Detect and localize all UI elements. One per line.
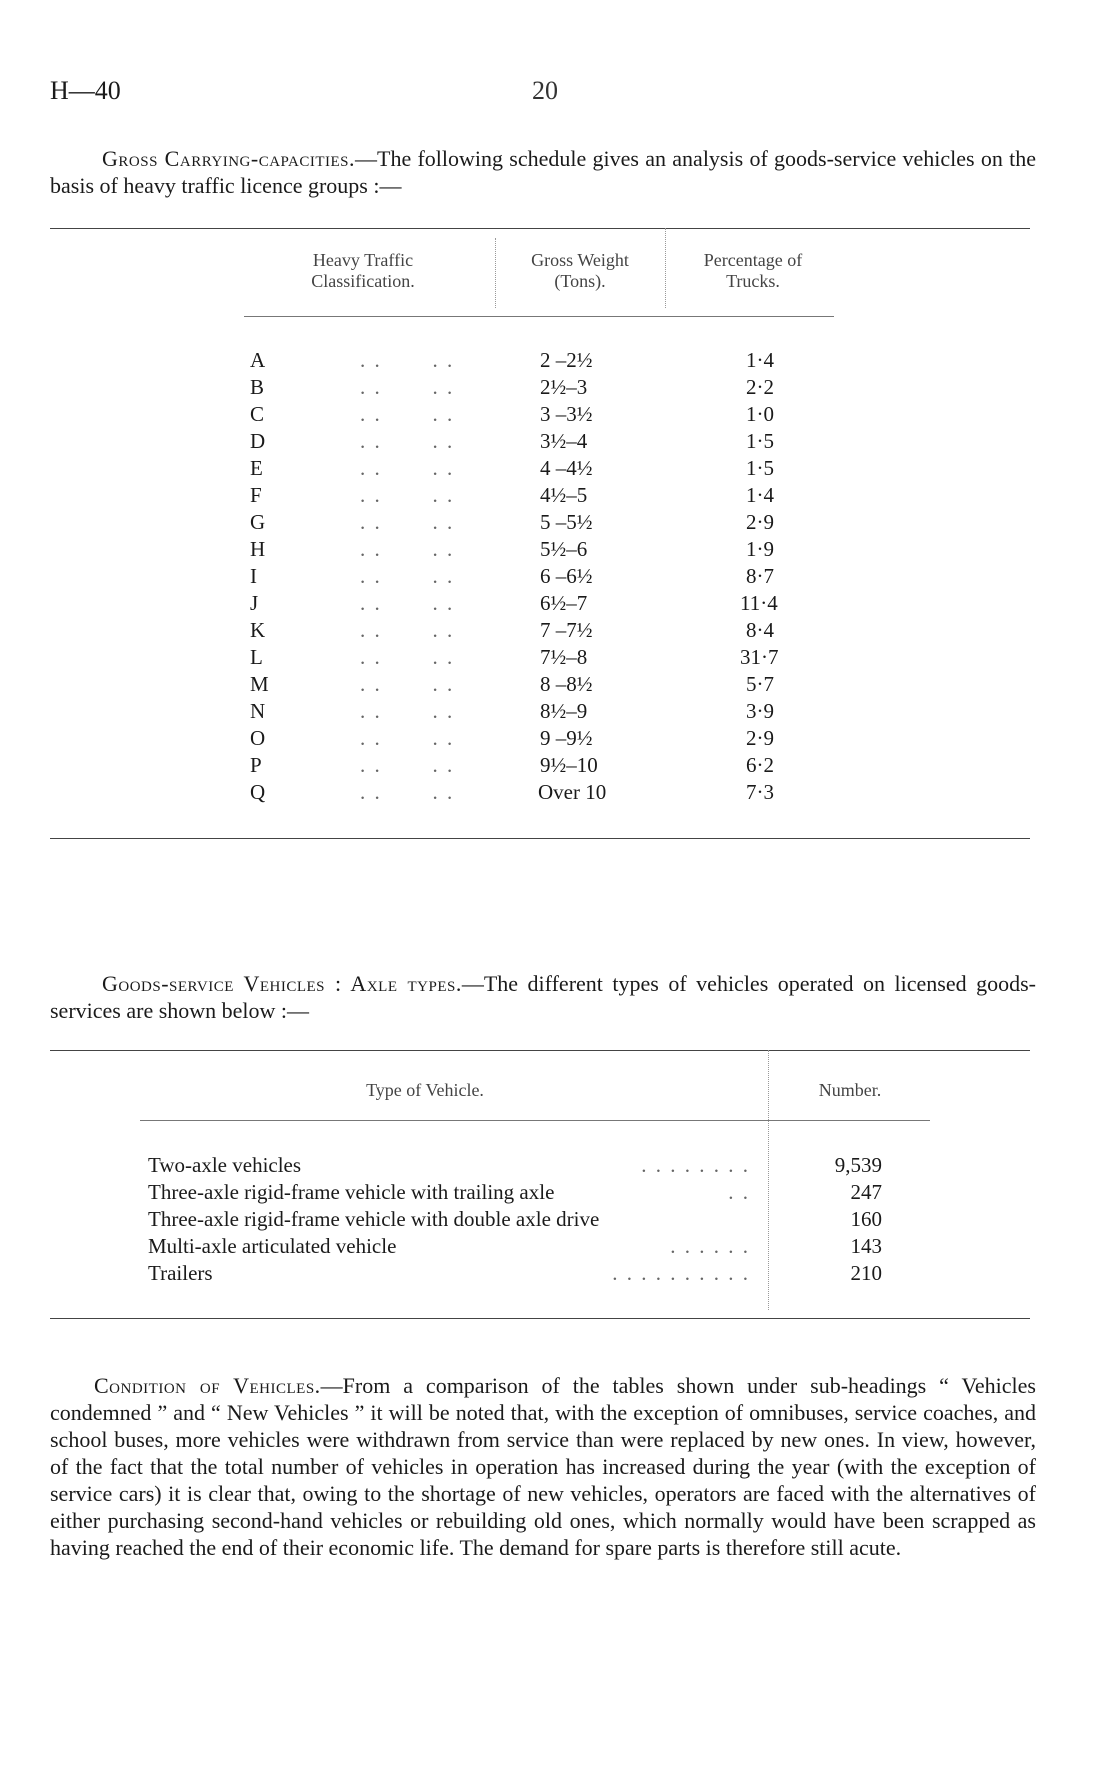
table-row xyxy=(0,455,1114,482)
table-row xyxy=(0,347,1114,374)
number-cell: 160 xyxy=(850,1207,882,1231)
weight-cell: 8 –8½ xyxy=(540,672,593,696)
page-number: 20 xyxy=(532,76,558,105)
vehicle-type-cell: Trailers xyxy=(148,1261,213,1285)
percentage-cell: 5·7 xyxy=(746,672,774,696)
leader-dots: . . . . xyxy=(360,618,455,642)
leader-dots: . . . . xyxy=(360,645,455,669)
table2-header-type: Type of Vehicle. xyxy=(366,1080,484,1100)
weight-cell: 6 –6½ xyxy=(540,564,593,588)
weight-cell: 9 –9½ xyxy=(540,726,593,750)
table2-header-rule xyxy=(140,1120,930,1121)
classification-cell: L xyxy=(250,645,263,669)
leader-dots: . . . . xyxy=(360,402,455,426)
classification-cell: G xyxy=(250,510,266,534)
table1-header-weight: Gross Weight (Tons). xyxy=(531,250,629,291)
leader-dots: . . . . . . xyxy=(670,1234,750,1258)
leader-dots: . . . . xyxy=(360,591,455,615)
table-row xyxy=(0,698,1114,725)
leader-dots: . . . . xyxy=(360,699,455,723)
leader-dots: . . . . xyxy=(360,726,455,750)
number-cell: 143 xyxy=(850,1234,882,1258)
leader-dots: . . . . xyxy=(360,375,455,399)
weight-cell: 7½–8 xyxy=(540,645,588,669)
table-row xyxy=(0,1206,1114,1233)
percentage-cell: 1·4 xyxy=(746,348,774,372)
table1-header-rule xyxy=(244,316,834,317)
table-row xyxy=(0,536,1114,563)
table1-col-divider-2 xyxy=(665,228,666,308)
table-row xyxy=(0,482,1114,509)
table2-bottom-rule xyxy=(50,1318,1030,1319)
weight-cell: 4½–5 xyxy=(540,483,588,507)
classification-cell: P xyxy=(250,753,262,777)
leader-dots: . . . . . . . . . . xyxy=(612,1261,750,1285)
classification-cell: I xyxy=(250,564,257,588)
classification-cell: Q xyxy=(250,780,266,804)
table-row xyxy=(0,1260,1114,1287)
weight-cell: 9½–10 xyxy=(540,753,598,777)
table-row xyxy=(0,1152,1114,1179)
percentage-cell: 3·9 xyxy=(746,699,774,723)
table-row xyxy=(0,644,1114,671)
table-row xyxy=(0,428,1114,455)
vehicle-type-cell: Two-axle vehicles xyxy=(148,1153,302,1177)
condition-text: —From a comparison of the tables shown under sub-headings “ Vehicles condemned ” and “ New Vehicles ” it will be noted that, with the exception of omnibuses, service coaches, and school buses, more vehicles were withdrawn from service than were replaced by new ones. In view, however, of the fact that the total number of vehicles in operation has increased during the year (with the exception of service cars) it is clear that, owing to the shortage of new vehicles, operators are faced with the alternatives of either purchasing second-hand vehicles or rebuilding old ones, which normally would have been scrapped as having reached the end of their economic life. The demand for spare parts is therefore still acute. xyxy=(50,1373,1036,1560)
percentage-cell: 31·7 xyxy=(740,645,779,669)
leader-dots: . . . . xyxy=(360,780,455,804)
percentage-cell: 2·9 xyxy=(746,510,774,534)
leader-dots: . . . . xyxy=(360,510,455,534)
gross-capacities-text: —The following schedule gives an analysis of goods-service vehicles on the basis of heavy traffic licence groups :— xyxy=(50,146,1036,198)
classification-cell: O xyxy=(250,726,266,750)
table-row xyxy=(0,1179,1114,1206)
vehicle-type-cell: Three-axle rigid-frame vehicle with trailing axle xyxy=(148,1180,555,1204)
leader-dots: . . . . xyxy=(360,537,455,561)
table-row xyxy=(0,374,1114,401)
leader-dots: . . . . xyxy=(360,456,455,480)
percentage-cell: 1·0 xyxy=(746,402,774,426)
weight-cell: 2 –2½ xyxy=(540,348,593,372)
classification-cell: H xyxy=(250,537,266,561)
axle-types-heading: Goods-service Vehicles : Axle types. xyxy=(102,971,462,996)
axle-types-paragraph xyxy=(50,970,1036,1024)
classification-cell: C xyxy=(250,402,265,426)
vehicle-type-cell: Three-axle rigid-frame vehicle with double axle drive xyxy=(148,1207,600,1231)
classification-cell: M xyxy=(250,672,269,696)
leader-dots: . . . . xyxy=(360,564,455,588)
table-row xyxy=(0,509,1114,536)
percentage-cell: 7·3 xyxy=(746,780,774,804)
vehicle-type-cell: Multi-axle articulated vehicle xyxy=(148,1234,397,1258)
leader-dots: . . xyxy=(728,1180,750,1204)
leader-dots: . . . . xyxy=(360,753,455,777)
weight-cell: 6½–7 xyxy=(540,591,588,615)
table-row xyxy=(0,779,1114,806)
table-row xyxy=(0,563,1114,590)
weight-cell: Over 10 xyxy=(538,780,607,804)
percentage-cell: 2·2 xyxy=(746,375,774,399)
number-cell: 9,539 xyxy=(834,1153,882,1177)
percentage-cell: 8·4 xyxy=(746,618,774,642)
leader-dots: . . . . xyxy=(360,672,455,696)
percentage-cell: 1·5 xyxy=(746,429,774,453)
number-cell: 247 xyxy=(850,1180,882,1204)
percentage-cell: 11·4 xyxy=(740,591,778,615)
table1-top-rule xyxy=(50,228,1030,229)
document-reference: H—40 xyxy=(50,76,121,105)
table-row xyxy=(0,590,1114,617)
number-cell: 210 xyxy=(850,1261,882,1285)
leader-dots: . . . . . . . . xyxy=(641,1153,750,1177)
table1-header-percentage: Percentage of Trucks. xyxy=(703,250,803,291)
condition-paragraph xyxy=(50,1372,1036,1561)
condition-heading: Condition of Vehicles. xyxy=(94,1373,321,1398)
percentage-cell: 1·4 xyxy=(746,483,774,507)
table-row xyxy=(0,1233,1114,1260)
classification-cell: K xyxy=(250,618,266,642)
percentage-cell: 1·9 xyxy=(746,537,774,561)
table1-bottom-rule xyxy=(50,838,1030,839)
weight-cell: 7 –7½ xyxy=(540,618,593,642)
classification-cell: D xyxy=(250,429,266,453)
table-row xyxy=(0,752,1114,779)
percentage-cell: 6·2 xyxy=(746,753,774,777)
classification-cell: J xyxy=(250,591,259,615)
weight-cell: 3 –3½ xyxy=(540,402,593,426)
weight-cell: 2½–3 xyxy=(540,375,588,399)
table2-header-number: Number. xyxy=(818,1080,882,1100)
table-row xyxy=(0,725,1114,752)
gross-capacities-paragraph xyxy=(50,145,1036,199)
table-row xyxy=(0,671,1114,698)
classification-cell: B xyxy=(250,375,265,399)
table1-col-divider-1 xyxy=(495,238,496,308)
weight-cell: 3½–4 xyxy=(540,429,588,453)
weight-cell: 5 –5½ xyxy=(540,510,593,534)
percentage-cell: 8·7 xyxy=(746,564,774,588)
classification-cell: F xyxy=(250,483,262,507)
leader-dots: . . . . xyxy=(360,348,455,372)
table-row xyxy=(0,401,1114,428)
leader-dots: . . . . xyxy=(360,483,455,507)
leader-dots: . . . . xyxy=(360,429,455,453)
axle-types-text: —The different types of vehicles operated on licensed goods-services are shown below :— xyxy=(50,971,1036,1023)
classification-cell: E xyxy=(250,456,263,480)
weight-cell: 4 –4½ xyxy=(540,456,593,480)
weight-cell: 8½–9 xyxy=(540,699,588,723)
percentage-cell: 2·9 xyxy=(746,726,774,750)
table1-header-classification: Heavy Traffic Classification. xyxy=(311,250,415,291)
classification-cell: A xyxy=(250,348,266,372)
percentage-cell: 1·5 xyxy=(746,456,774,480)
weight-cell: 5½–6 xyxy=(540,537,588,561)
classification-cell: N xyxy=(250,699,266,723)
gross-capacities-heading: Gross Carrying-capacities. xyxy=(102,146,355,171)
table2-top-rule xyxy=(50,1050,1030,1051)
table-row xyxy=(0,617,1114,644)
